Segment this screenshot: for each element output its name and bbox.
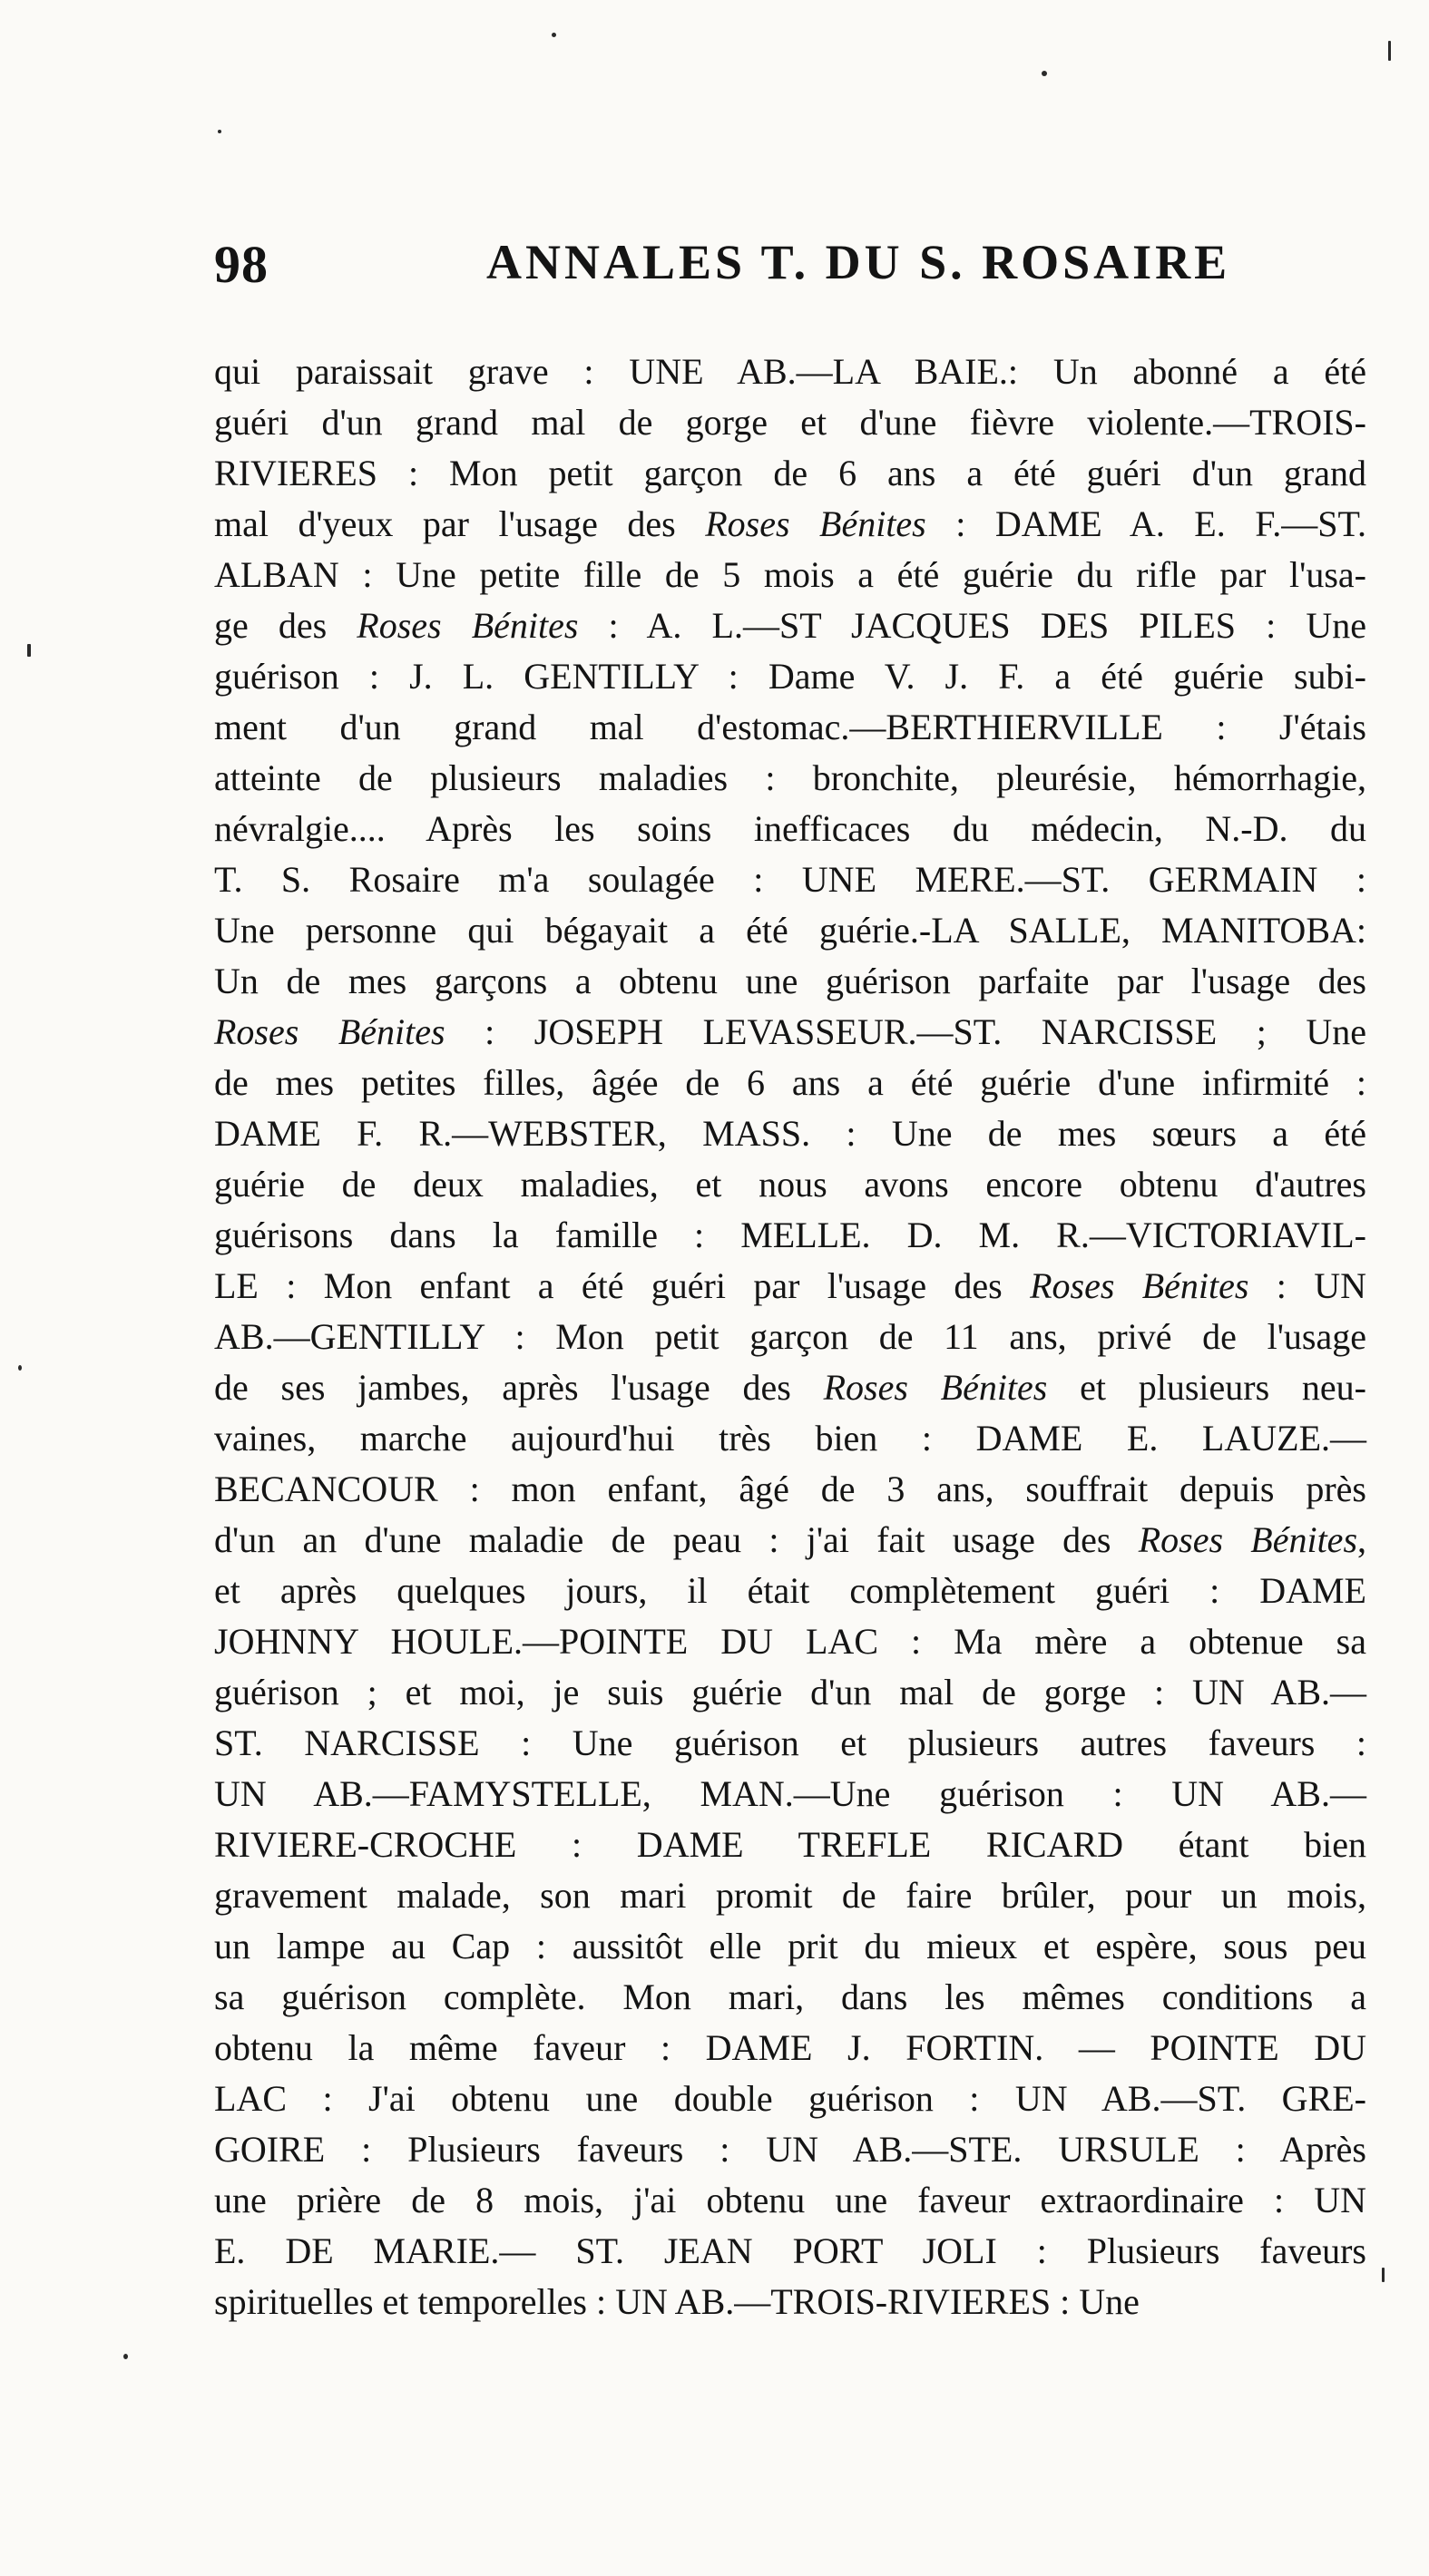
text-segment: de ses jambes, après l'usage des xyxy=(214,1367,824,1408)
text-line xyxy=(214,905,1366,956)
text-segment: guérison : J. L. GENTILLY : Dame V. J. F. a été guérie subi- xyxy=(214,656,1366,697)
text-segment: : DAME A. E. F.—ST. xyxy=(925,503,1366,544)
text-segment: ST. NARCISSE : Une guérison et plusieurs autres faveurs : xyxy=(214,1722,1366,1763)
text-line xyxy=(214,1718,1366,1769)
text-segment: RIVIERE-CROCHE : DAME TREFLE RICARD étant bien xyxy=(214,1824,1366,1865)
text-segment: une prière de 8 mois, j'ai obtenu une faveur extraordinaire : UN xyxy=(214,2180,1366,2220)
text-line xyxy=(214,499,1366,550)
text-line xyxy=(214,1464,1366,1515)
text-segment: : UN xyxy=(1248,1265,1367,1306)
text-line xyxy=(214,346,1366,397)
text-line xyxy=(214,550,1366,600)
text-line xyxy=(214,2226,1366,2277)
text-line xyxy=(214,2124,1366,2175)
page-number: 98 xyxy=(214,235,269,294)
text-line xyxy=(214,1769,1366,1820)
running-title: ANNALES T. DU S. ROSAIRE xyxy=(486,235,1231,289)
italic-text: Roses Bénites xyxy=(1030,1265,1249,1306)
text-segment: et après quelques jours, il était complètement guéri : DAME xyxy=(214,1570,1366,1611)
text-line xyxy=(214,1261,1366,1312)
text-line xyxy=(214,2023,1366,2073)
scan-speck xyxy=(218,130,221,133)
text-line xyxy=(214,1007,1366,1058)
text-segment: ge des xyxy=(214,605,357,646)
text-segment: E. DE MARIE.— ST. JEAN PORT JOLI : Plusieurs faveurs xyxy=(214,2230,1366,2271)
text-line xyxy=(214,1820,1366,1870)
text-line xyxy=(214,1566,1366,1616)
text-line xyxy=(214,804,1366,854)
text-segment: spirituelles et temporelles : UN AB.—TROIS-RIVIERES : Une xyxy=(214,2281,1140,2322)
text-line xyxy=(214,854,1366,905)
text-segment: obtenu la même faveur : DAME J. FORTIN. — POINTE DU xyxy=(214,2027,1366,2068)
text-segment: mal d'yeux par l'usage des xyxy=(214,503,706,544)
text-line xyxy=(214,956,1366,1007)
text-segment: AB.—GENTILLY : Mon petit garçon de 11 ans, privé de l'usage xyxy=(214,1316,1366,1357)
text-segment: LAC : J'ai obtenu une double guérison : UN AB.—ST. GRE- xyxy=(214,2078,1366,2119)
text-line xyxy=(214,397,1366,448)
scan-speck xyxy=(1042,71,1047,76)
text-segment: UN AB.—FAMYSTELLE, MAN.—Une guérison : UN AB.— xyxy=(214,1773,1366,1814)
scan-speck xyxy=(1382,2268,1385,2282)
text-segment: gravement malade, son mari promit de faire brûler, pour un mois, xyxy=(214,1875,1366,1916)
text-line xyxy=(214,1413,1366,1464)
text-segment: DAME F. R.—WEBSTER, MASS. : Une de mes sœurs a été xyxy=(214,1113,1366,1154)
text-line xyxy=(214,1616,1366,1667)
text-segment: guérisons dans la famille : MELLE. D. M. R.—VICTORIAVIL- xyxy=(214,1215,1366,1255)
text-segment: d'un an d'une maladie de peau : j'ai fait usage des xyxy=(214,1519,1139,1560)
text-line xyxy=(214,1972,1366,2023)
text-segment: un lampe au Cap : aussitôt elle prit du mieux et espère, sous peu xyxy=(214,1926,1366,1966)
text-line xyxy=(214,1362,1366,1413)
text-line xyxy=(214,1210,1366,1261)
text-segment: atteinte de plusieurs maladies : bronchite, pleurésie, hémorrhagie, xyxy=(214,757,1366,798)
text-line xyxy=(214,448,1366,499)
scan-speck xyxy=(552,33,556,37)
text-line xyxy=(214,1108,1366,1159)
text-segment: Un de mes garçons a obtenu une guérison parfaite par l'usage des xyxy=(214,961,1366,1001)
text-segment: guérison ; et moi, je suis guérie d'un mal de gorge : UN AB.— xyxy=(214,1672,1366,1712)
scan-speck xyxy=(27,644,31,657)
text-segment: T. S. Rosaire m'a soulagée : UNE MERE.—ST. GERMAIN : xyxy=(214,859,1366,900)
text-segment: sa guérison complète. Mon mari, dans les mêmes conditions a xyxy=(214,1976,1366,2017)
text-line xyxy=(214,1159,1366,1210)
text-line xyxy=(214,702,1366,753)
text-line xyxy=(214,2277,1366,2327)
italic-text: Roses Bénites xyxy=(1138,1519,1358,1560)
text-segment: et plusieurs neu- xyxy=(1047,1367,1366,1408)
text-segment: ment d'un grand mal d'estomac.—BERTHIERVILLE : J'étais xyxy=(214,707,1366,747)
text-segment: de mes petites filles, âgée de 6 ans a été guérie d'une infirmité : xyxy=(214,1062,1366,1103)
text-segment: BECANCOUR : mon enfant, âgé de 3 ans, souffrait depuis près xyxy=(214,1469,1366,1509)
italic-text: Roses Bénites xyxy=(705,503,926,544)
text-line xyxy=(214,2073,1366,2124)
italic-text: Roses Bénites xyxy=(357,605,579,646)
text-line xyxy=(214,600,1366,651)
text-line xyxy=(214,2175,1366,2226)
text-segment: LE : Mon enfant a été guéri par l'usage des xyxy=(214,1265,1031,1306)
text-segment: guéri d'un grand mal de gorge et d'une fièvre violente.—TROIS- xyxy=(214,402,1366,443)
text-segment: Une personne qui bégayait a été guérie.-LA SALLE, MANITOBA: xyxy=(214,910,1366,951)
text-segment: vaines, marche aujourd'hui très bien : DAME E. LAUZE.— xyxy=(214,1418,1366,1459)
italic-text: Roses Bénites xyxy=(214,1011,445,1052)
italic-text: Roses Bénites xyxy=(823,1367,1048,1408)
text-segment: qui paraissait grave : UNE AB.—LA BAIE.: Un abonné a été xyxy=(214,351,1366,392)
text-segment: ALBAN : Une petite fille de 5 mois a été guérie du rifle par l'usa- xyxy=(214,554,1366,595)
text-line xyxy=(214,651,1366,702)
text-segment: JOHNNY HOULE.—POINTE DU LAC : Ma mère a obtenue sa xyxy=(214,1621,1366,1662)
text-line xyxy=(214,1667,1366,1718)
text-line xyxy=(214,1515,1366,1566)
page-header xyxy=(214,234,1231,307)
text-line xyxy=(214,753,1366,804)
scan-speck xyxy=(123,2354,128,2359)
text-line xyxy=(214,1870,1366,1921)
body-text xyxy=(214,346,1366,2327)
text-line xyxy=(214,1312,1366,1362)
text-segment: GOIRE : Plusieurs faveurs : UN AB.—STE. URSULE : Après xyxy=(214,2129,1366,2170)
scan-speck xyxy=(1388,41,1391,61)
text-segment: , xyxy=(1357,1519,1367,1560)
scan-speck xyxy=(18,1365,22,1371)
text-segment: guérie de deux maladies, et nous avons encore obtenu d'autres xyxy=(214,1164,1366,1205)
text-segment: RIVIERES : Mon petit garçon de 6 ans a été guéri d'un grand xyxy=(214,453,1366,493)
text-segment: : JOSEPH LEVASSEUR.—ST. NARCISSE ; Une xyxy=(445,1011,1366,1052)
text-segment: névralgie.... Après les soins inefficaces du médecin, N.-D. du xyxy=(214,808,1366,849)
text-line xyxy=(214,1058,1366,1108)
text-segment: : A. L.—ST JACQUES DES PILES : Une xyxy=(578,605,1366,646)
text-line xyxy=(214,1921,1366,1972)
